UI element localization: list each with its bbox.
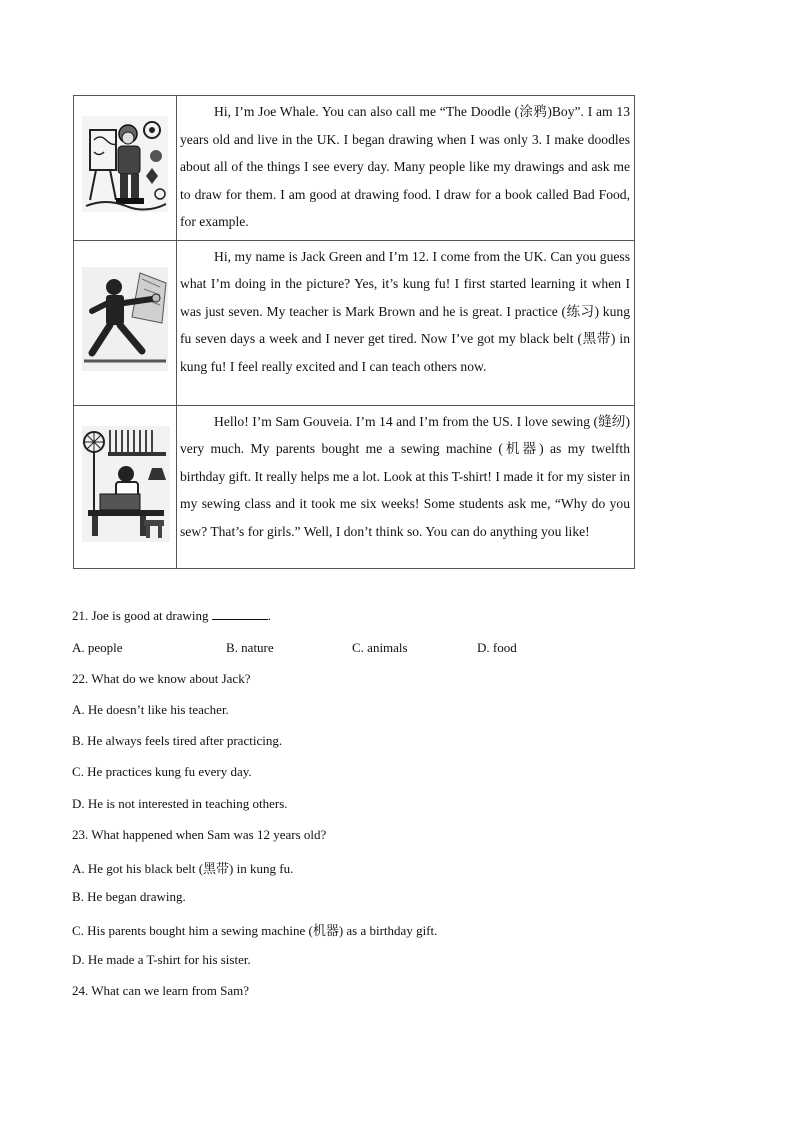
option-a[interactable]: A. He doesn’t like his teacher. (72, 702, 229, 717)
passage-image-cell (74, 96, 177, 241)
passage-row-jack (74, 240, 635, 405)
kung-fu-boy-illustration (80, 265, 170, 375)
answer-blank (212, 608, 268, 620)
option-b[interactable]: B. He always feels tired after practicing. (72, 733, 283, 748)
option-b[interactable]: B. nature (226, 640, 274, 655)
passage-image-cell (74, 405, 177, 568)
question-21: 21. Joe is good at drawing . (72, 608, 271, 623)
option-d[interactable]: D. He made a T-shirt for his sister. (72, 952, 251, 967)
option-c[interactable]: C. His parents bought him a sewing machine (机器) as a birthday gift. (72, 923, 438, 938)
doodle-boy-illustration (80, 110, 170, 220)
passage-text-sam: Hello! I’m Sam Gouveia. I’m 14 and I’m from the US. I love sewing (缝纫) very much. My parents bought me a sewing machine (机器) as my twelfth birthday gift. It really helps me a lot. Look at this T-shirt! I made it for my sister in my sewing class and it took me six weeks! Some students ask me, “Why do you sew? That’s for girls.” Well, I don’t think so. You can do anything you like! (180, 413, 630, 539)
passages-table (73, 95, 635, 569)
passage-text-joe: Hi, I’m Joe Whale. You can also call me “The Doodle (涂鸦)Boy”. I am 13 years old and live in the UK. I began drawing when I was only 3. I make doodles about all of the things I see every day. Many people like my drawings and ask me to draw for them. I am good at drawing food. I draw for a book called Bad Food, for example. (180, 104, 630, 229)
question-24: 24. What can we learn from Sam? (72, 983, 249, 998)
question-21-options (72, 640, 712, 656)
sewing-boy-illustration (80, 424, 172, 544)
passage-row-sam (74, 405, 635, 568)
option-c[interactable]: C. He practices kung fu every day. (72, 764, 252, 779)
question-23: 23. What happened when Sam was 12 years old? (72, 827, 327, 842)
option-a[interactable]: A. people (72, 640, 123, 655)
option-d[interactable]: D. He is not interested in teaching others. (72, 796, 288, 811)
question-stem: 21. Joe is good at drawing (72, 608, 209, 623)
option-a[interactable]: A. He got his black belt (黑带) in kung fu. (72, 861, 294, 876)
option-c[interactable]: C. animals (352, 640, 408, 655)
passage-image-cell (74, 240, 177, 405)
passage-row-joe (74, 96, 635, 241)
passage-text-jack: Hi, my name is Jack Green and I’m 12. I come from the UK. Can you guess what I’m doing in the picture? Yes, it’s kung fu! I first started learning it when I was just seven. My teacher is Mark Brown and he is great. I practice (练习) kung fu seven days a week and I never get tired. Now I’ve got my black belt (黑带) in kung fu! I feel really excited and I can teach others now. (180, 248, 630, 374)
option-b[interactable]: B. He began drawing. (72, 889, 186, 904)
question-22: 22. What do we know about Jack? (72, 671, 251, 686)
option-d[interactable]: D. food (477, 640, 517, 655)
